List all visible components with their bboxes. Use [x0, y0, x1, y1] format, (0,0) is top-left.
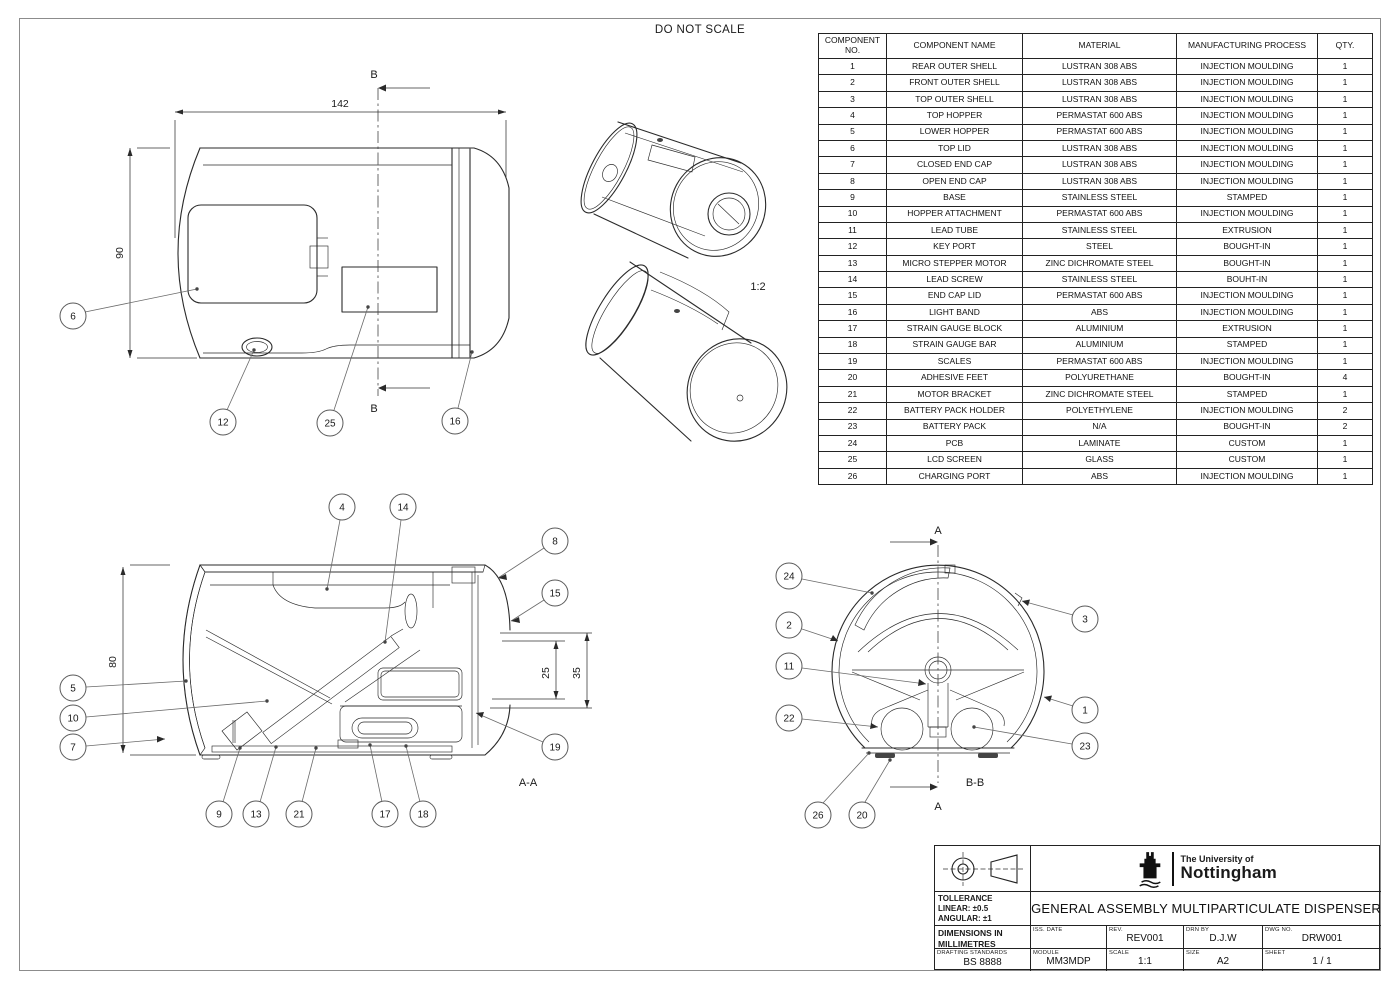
svg-text:14: 14 — [397, 502, 409, 514]
svg-text:24: 24 — [783, 571, 795, 583]
table-row: 21 MOTOR BRACKET ZINC DICHROMATE STEEL STAMPED 1 — [819, 386, 1373, 402]
svg-text:8: 8 — [552, 536, 558, 548]
balloon-7 — [60, 734, 165, 760]
dwg-no-cell: DWG NO. DRW001 — [1262, 925, 1381, 948]
balloon-18 — [404, 744, 436, 827]
balloon-14 — [383, 494, 416, 644]
rev-cell: REV. REV001 — [1106, 925, 1183, 948]
projection-symbol-cell — [935, 846, 1030, 891]
balloon-12 — [210, 348, 256, 435]
dimension-90 — [114, 148, 197, 358]
table-row: 13 MICRO STEPPER MOTOR ZINC DICHROMATE STEEL BOUGHT-IN 1 — [819, 255, 1373, 271]
balloon-15 — [511, 580, 568, 623]
table-row: 2 FRONT OUTER SHELL LUSTRAN 308 ABS INJECTION MOULDING 1 — [819, 75, 1373, 91]
top-view-drawing — [40, 60, 540, 450]
sheet-cell: SHEET 1 / 1 — [1262, 948, 1381, 971]
table-row: 19 SCALES PERMASTAT 600 ABS INJECTION MOULDING 1 — [819, 354, 1373, 370]
balloon-19 — [476, 712, 568, 760]
svg-text:3: 3 — [1082, 614, 1088, 626]
lcd-screen-outline — [342, 267, 437, 312]
table-row: 16 LIGHT BAND ABS INJECTION MOULDING 1 — [819, 304, 1373, 320]
logo-divider — [1172, 852, 1174, 886]
svg-text:4: 4 — [339, 502, 345, 514]
dimension-label: 90 — [114, 247, 126, 259]
university-name: The University of Nottingham — [1180, 853, 1277, 883]
balloon-3 — [1022, 600, 1098, 633]
balloon-17 — [368, 743, 398, 827]
section-bb-label: B-B — [965, 777, 985, 789]
balloon-24 — [776, 563, 874, 595]
col-component-no: COMPONENT NO. — [819, 34, 887, 59]
svg-text:21: 21 — [293, 809, 305, 821]
balloon-6 — [60, 287, 199, 329]
col-component-name: COMPONENT NAME — [887, 34, 1023, 59]
svg-text:11: 11 — [783, 661, 795, 673]
balloon-11 — [776, 653, 926, 686]
col-material: MATERIAL — [1023, 34, 1177, 59]
balloon-20 — [849, 758, 892, 828]
section-letter-bottom: B — [370, 403, 378, 415]
table-row: 10 HOPPER ATTACHMENT PERMASTAT 600 ABS INJECTION MOULDING 1 — [819, 206, 1373, 222]
table-row: 14 LEAD SCREW STAINLESS STEEL BOUHT-IN 1 — [819, 272, 1373, 288]
module-cell: MODULE MM3MDP — [1030, 948, 1106, 971]
table-row: 24 PCB LAMINATE CUSTOM 1 — [819, 435, 1373, 451]
svg-text:10: 10 — [67, 713, 79, 725]
section-aa-drawing — [40, 490, 600, 840]
svg-text:12: 12 — [217, 417, 229, 429]
table-row: 7 CLOSED END CAP LUSTRAN 308 ABS INJECTION MOULDING 1 — [819, 157, 1373, 173]
table-row: 26 CHARGING PORT ABS INJECTION MOULDING 1 — [819, 468, 1373, 484]
table-row: 6 TOP LID LUSTRAN 308 ABS INJECTION MOULDING 1 — [819, 140, 1373, 156]
balloon-21 — [286, 746, 318, 827]
dimension-label: 80 — [107, 656, 119, 668]
dimension-25-35 — [490, 633, 592, 708]
balloon-10 — [60, 699, 269, 731]
svg-text:23: 23 — [1079, 741, 1091, 753]
drn-by-cell: DRN BY D.J.W — [1183, 925, 1262, 948]
section-b-line — [370, 69, 430, 415]
table-row: 5 LOWER HOPPER PERMASTAT 600 ABS INJECTION MOULDING 1 — [819, 124, 1373, 140]
balloon-4 — [325, 494, 355, 591]
balloon-5 — [60, 675, 188, 701]
third-angle-projection-icon — [935, 846, 1030, 891]
iso-scale-label: 1:2 — [750, 281, 766, 293]
table-row: 17 STRAIN GAUGE BLOCK ALUMINIUM EXTRUSION 1 — [819, 321, 1373, 337]
dimension-label: 142 — [331, 98, 349, 110]
balloon-22 — [776, 705, 878, 731]
parts-table — [818, 33, 1373, 485]
tolerance-cell: TOLLERANCE LINEAR: ±0.5 ANGULAR: ±1 — [935, 891, 1030, 925]
dimension-label: 25 — [540, 667, 552, 679]
svg-text:22: 22 — [783, 713, 795, 725]
svg-text:25: 25 — [324, 418, 336, 430]
top-lid-outline — [188, 205, 328, 303]
svg-text:6: 6 — [70, 311, 76, 323]
dimensions-note-cell: DIMENSIONS IN MILLIMETRES — [935, 925, 1030, 948]
table-row: 9 BASE STAINLESS STEEL STAMPED 1 — [819, 190, 1373, 206]
svg-text:17: 17 — [379, 809, 391, 821]
drafting-standards-cell: DRAFTING STANDARDS BS 8888 — [935, 948, 1030, 971]
balloon-9 — [206, 746, 242, 827]
svg-text:1: 1 — [1082, 705, 1088, 717]
svg-text:16: 16 — [449, 416, 461, 428]
svg-text:18: 18 — [417, 809, 429, 821]
iso-closed-end-view — [575, 257, 806, 460]
drawing-title: GENERAL ASSEMBLY MULTIPARTICULATE DISPENSER — [1030, 891, 1381, 925]
section-letter-top: B — [370, 69, 378, 81]
table-row: 20 ADHESIVE FEET POLYURETHANE BOUGHT-IN 4 — [819, 370, 1373, 386]
svg-text:26: 26 — [812, 810, 824, 822]
section-letter-top: A — [934, 525, 942, 537]
section-aa-label: A-A — [518, 777, 538, 789]
table-row: 11 LEAD TUBE STAINLESS STEEL EXTRUSION 1 — [819, 222, 1373, 238]
col-qty: QTY. — [1318, 34, 1373, 59]
table-row: 4 TOP HOPPER PERMASTAT 600 ABS INJECTION MOULDING 1 — [819, 108, 1373, 124]
table-row: 3 TOP OUTER SHELL LUSTRAN 308 ABS INJECTION MOULDING 1 — [819, 91, 1373, 107]
svg-text:20: 20 — [856, 810, 868, 822]
table-row: 15 END CAP LID PERMASTAT 600 ABS INJECTION MOULDING 1 — [819, 288, 1373, 304]
table-row: 22 BATTERY PACK HOLDER POLYETHYLENE INJECTION MOULDING 2 — [819, 403, 1373, 419]
castle-icon — [1135, 849, 1165, 889]
table-header-row — [819, 34, 1373, 59]
table-row: 23 BATTERY PACK N/A BOUGHT-IN 2 — [819, 419, 1373, 435]
svg-text:15: 15 — [549, 588, 561, 600]
aa-shell-outline — [183, 565, 510, 755]
parts-table-body — [819, 59, 1373, 485]
svg-text:9: 9 — [216, 809, 222, 821]
balloon-16 — [442, 350, 474, 434]
iss-date-cell: ISS. DATE — [1030, 925, 1106, 948]
svg-text:13: 13 — [250, 809, 262, 821]
do-not-scale-note: DO NOT SCALE — [654, 24, 746, 36]
balloon-2 — [776, 612, 838, 641]
balloon-8 — [498, 528, 568, 580]
title-block — [934, 845, 1380, 970]
svg-text:2: 2 — [786, 620, 792, 632]
svg-text:7: 7 — [70, 742, 76, 754]
university-logo — [1030, 846, 1381, 891]
col-process: MANUFACTURING PROCESS — [1177, 34, 1318, 59]
section-bb-drawing — [760, 520, 1110, 835]
iso-open-end-view — [571, 116, 783, 273]
dimension-142 — [175, 98, 506, 238]
aa-internals — [202, 572, 462, 759]
dimension-label: 35 — [571, 667, 583, 679]
table-row: 18 STRAIN GAUGE BAR ALUMINIUM STAMPED 1 — [819, 337, 1373, 353]
section-letter-bottom: A — [934, 801, 942, 813]
size-cell: SIZE A2 — [1183, 948, 1262, 971]
table-row: 12 KEY PORT STEEL BOUGHT-IN 1 — [819, 239, 1373, 255]
table-row: 25 LCD SCREEN GLASS CUSTOM 1 — [819, 452, 1373, 468]
scale-cell: SCALE 1:1 — [1106, 948, 1183, 971]
balloon-25 — [317, 305, 370, 436]
svg-text:19: 19 — [549, 742, 561, 754]
table-row: 1 REAR OUTER SHELL LUSTRAN 308 ABS INJECTION MOULDING 1 — [819, 59, 1373, 75]
svg-text:5: 5 — [70, 683, 76, 695]
balloon-1 — [1044, 696, 1098, 724]
table-row: 8 OPEN END CAP LUSTRAN 308 ABS INJECTION MOULDING 1 — [819, 173, 1373, 189]
balloon-13 — [243, 745, 278, 827]
isometric-views-drawing — [555, 100, 805, 450]
top-view-outline — [178, 148, 509, 358]
